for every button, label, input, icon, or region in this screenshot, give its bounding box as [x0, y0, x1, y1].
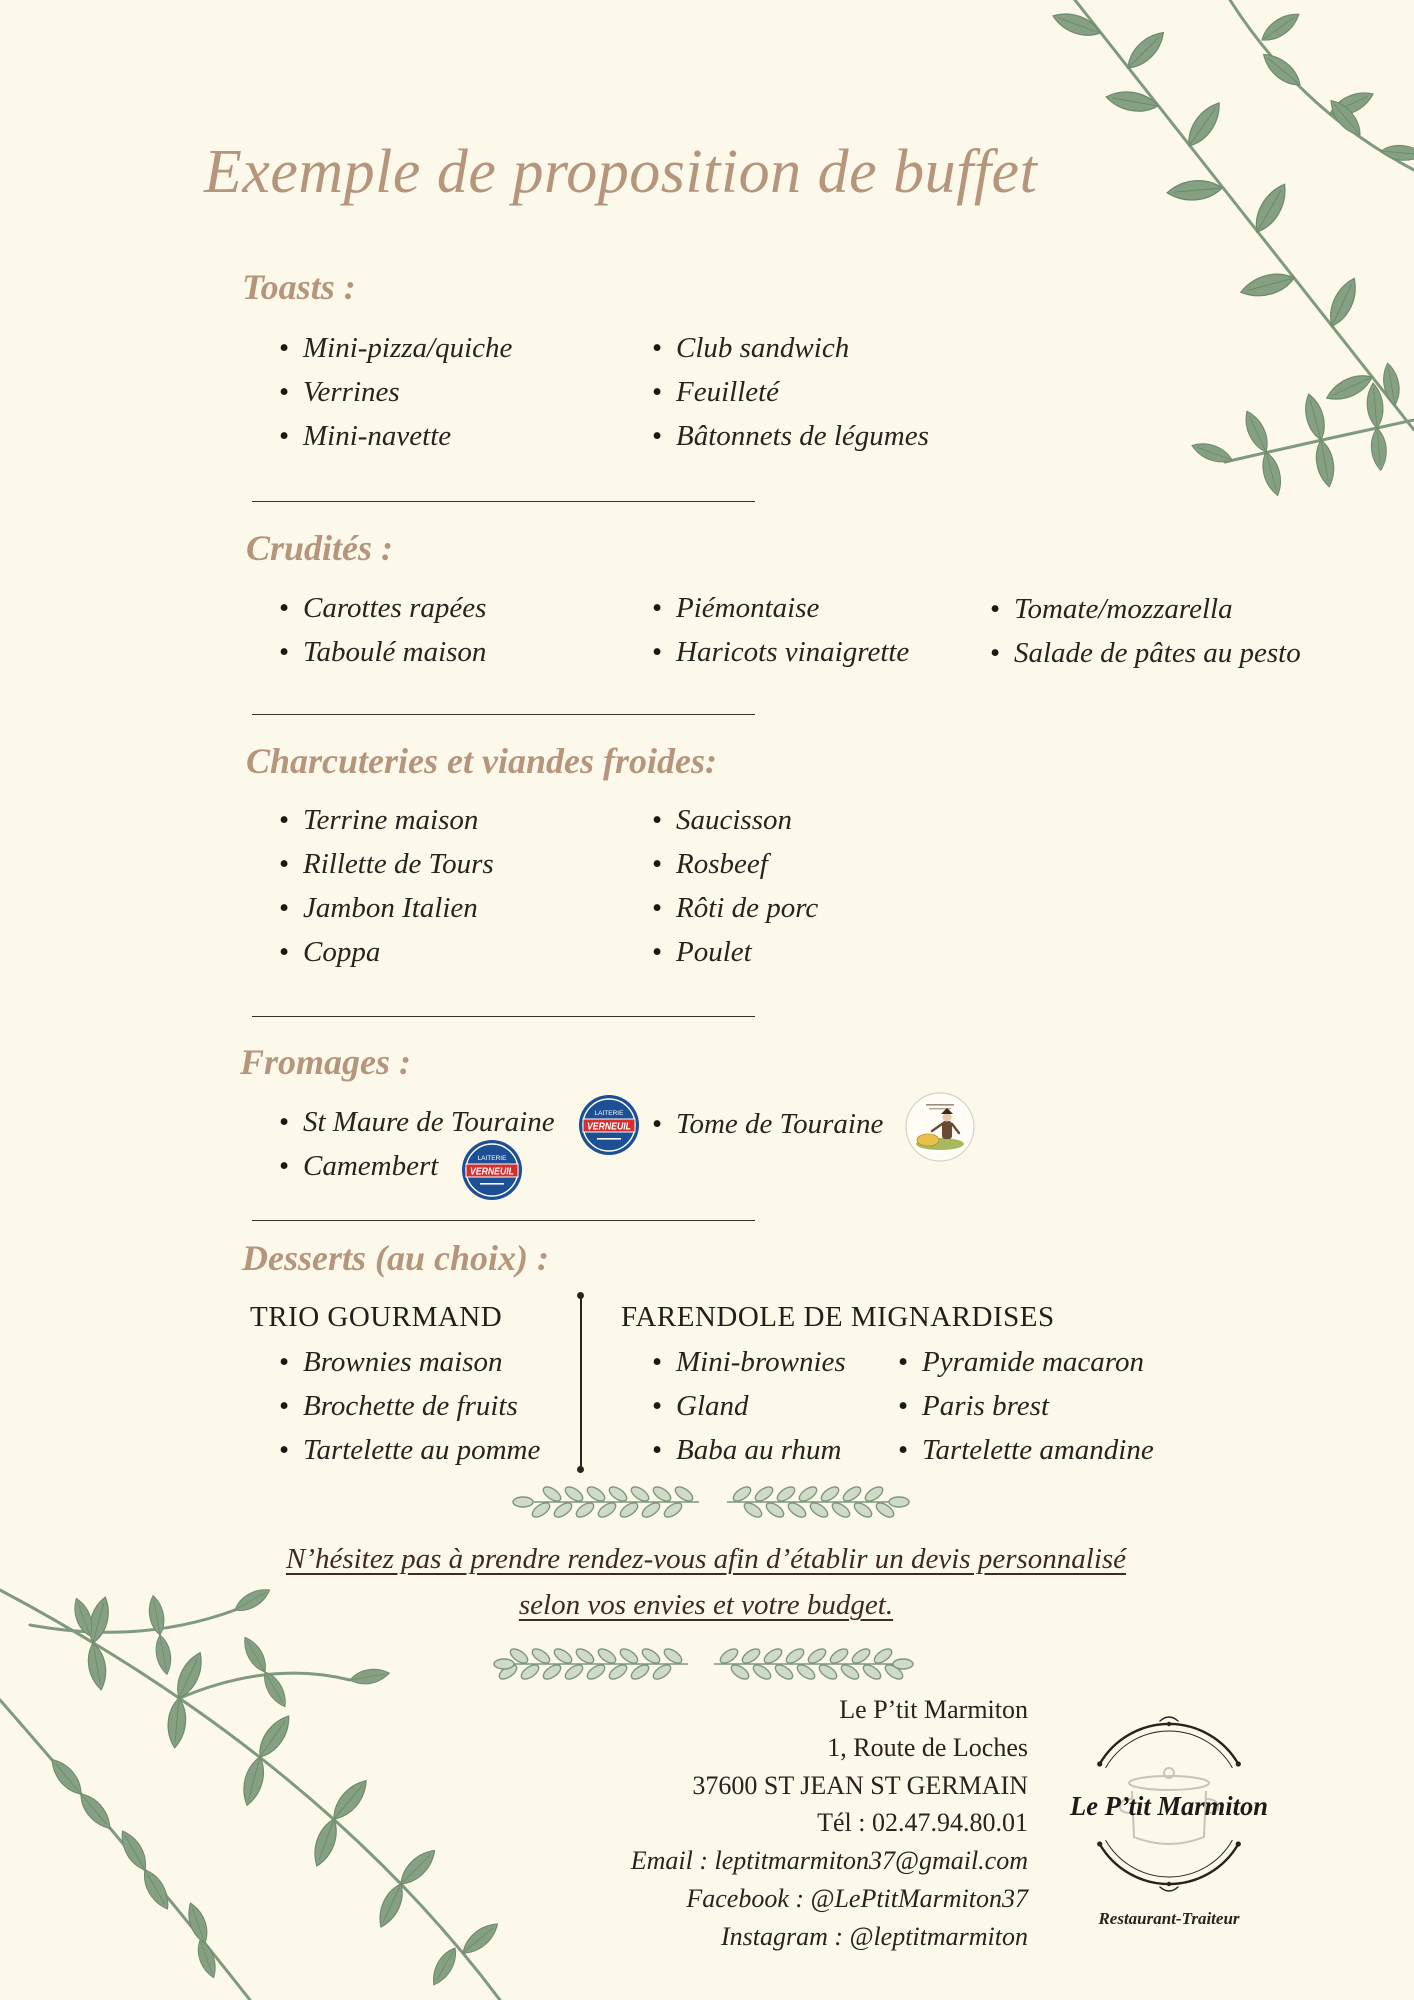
leaf-icon	[1238, 269, 1296, 302]
svg-text:VERNEUIL: VERNEUIL	[470, 1166, 514, 1178]
leaf-icon	[349, 1666, 391, 1687]
leaf-icon	[1240, 408, 1273, 455]
cta-line-1: N’hésitez pas à prendre rendez-vous afin d’établir un devis personnalisé	[285, 1543, 1127, 1575]
section-heading-toasts: Toasts :	[242, 267, 356, 307]
leaf-icon	[1258, 48, 1305, 91]
laurel-leaf	[640, 1500, 662, 1520]
menu-item: • Bâtonnets de légumes	[676, 414, 929, 458]
svg-text:VERNEUIL: VERNEUIL	[587, 1121, 631, 1133]
laurel-leaf	[519, 1662, 541, 1682]
laurel-leaf	[850, 1646, 872, 1666]
leaf-icon	[166, 1697, 188, 1748]
menu-item: • Jambon Italien	[303, 886, 494, 930]
laurel-leaf	[797, 1484, 819, 1504]
laurel-leaf	[740, 1646, 762, 1666]
menu-item: • Verrines	[303, 370, 512, 414]
leaf-icon	[1166, 179, 1222, 203]
laurel-leaf	[731, 1484, 753, 1504]
laurel-leaf	[775, 1484, 797, 1504]
section-heading-desserts: Desserts (au choix) :	[242, 1238, 549, 1278]
verneuil-logo-icon	[461, 1139, 523, 1201]
toasts-list-col1	[303, 326, 512, 458]
laurel-leaf	[651, 1484, 673, 1504]
laurel-leaf	[541, 1484, 563, 1504]
laurel-leaf	[751, 1662, 773, 1682]
page-title: Exemple de proposition de buffet	[204, 138, 1038, 206]
section-heading-fromages: Fromages :	[240, 1042, 411, 1082]
branch	[1230, 0, 1414, 170]
svg-text:LAITERIE: LAITERIE	[477, 1155, 507, 1162]
menu-item: • Tartelette au pomme	[303, 1428, 540, 1472]
menu-item: • Haricots vinaigrette	[676, 630, 909, 674]
laurel-leaf	[861, 1662, 883, 1682]
menu-item: • Pyramide macaron	[922, 1340, 1154, 1384]
laurel-leaf	[607, 1662, 629, 1682]
laurel-leaf	[541, 1662, 563, 1682]
laurel-leaf	[889, 1497, 909, 1507]
svg-text:LAITERIE: LAITERIE	[594, 1110, 624, 1117]
restaurant-logo-emblem	[1064, 1699, 1274, 1909]
laurel-leaf	[640, 1646, 662, 1666]
laurel-leaf	[662, 1646, 684, 1666]
laurel-leaf	[764, 1500, 786, 1520]
menu-item: • Carottes rapées	[303, 586, 486, 630]
farendole-title: FARENDOLE DE MIGNARDISES	[621, 1301, 1055, 1333]
laurel-leaf	[585, 1484, 607, 1504]
menu-item: • Mini-navette	[303, 414, 512, 458]
laurel-leaf	[828, 1646, 850, 1666]
trio-gourmand-list	[303, 1340, 540, 1472]
menu-item: • Rillette de Tours	[303, 842, 494, 886]
menu-item: • Feuilleté	[676, 370, 929, 414]
laurel-leaf	[563, 1484, 585, 1504]
menu-item: • Mini-pizza/quiche	[303, 326, 512, 370]
leaf-icon	[75, 1789, 116, 1833]
toasts-list-col2	[676, 326, 929, 458]
restaurant-logo	[1064, 1699, 1274, 1935]
leaf-icon	[1258, 8, 1304, 47]
leaf-icon	[1258, 450, 1285, 497]
leaf-icon	[1380, 362, 1402, 406]
trio-gourmand-title: TRIO GOURMAND	[250, 1301, 503, 1333]
section-heading-crudites: Crudités :	[246, 528, 394, 568]
menu-item: • Saucisson	[676, 798, 818, 842]
laurel-leaf	[574, 1646, 596, 1666]
menu-item: • Mini-brownies	[676, 1340, 846, 1384]
menu-item: • Terrine maison	[303, 798, 494, 842]
leaf-icon	[239, 1755, 269, 1808]
leaf-icon	[1301, 392, 1329, 442]
laurel-leaf	[585, 1662, 607, 1682]
menu-item: • Poulet	[676, 930, 818, 974]
menu-item: • Tome de Touraine	[676, 1102, 883, 1146]
laurel-leaf	[513, 1497, 533, 1507]
laurel-leaf	[784, 1646, 806, 1666]
laurel-leaf	[762, 1646, 784, 1666]
laurel-divider-icon	[494, 1646, 913, 1682]
laurel-leaf	[618, 1646, 640, 1666]
leaf-icon	[138, 1866, 174, 1913]
leaf-icon	[1370, 427, 1388, 471]
contact-email: Email : leptitmarmiton37@gmail.com	[630, 1846, 1028, 1876]
laurel-leaf	[494, 1659, 514, 1669]
menu-item: • Tartelette amandine	[922, 1428, 1154, 1472]
laurel-leaf	[552, 1500, 574, 1520]
section-divider	[252, 714, 755, 715]
laurel-leaf	[530, 1646, 552, 1666]
menu-item: • Piémontaise	[676, 586, 909, 630]
laurel-leaf	[839, 1662, 861, 1682]
laurel-leaf	[729, 1662, 751, 1682]
divider-dot	[577, 1466, 584, 1473]
leaf-icon	[239, 1634, 271, 1676]
leaf-icon	[327, 1775, 372, 1824]
laurel-leaf	[563, 1662, 585, 1682]
fromages-list-col2	[676, 1102, 883, 1146]
leaf-icon	[1182, 98, 1227, 151]
laurel-leaf	[786, 1500, 808, 1520]
laurel-leaf	[673, 1484, 695, 1504]
leaf-icon	[253, 1711, 296, 1762]
laurel-leaf	[552, 1646, 574, 1666]
farendole-list-col2	[922, 1340, 1154, 1472]
laurel-leaf	[863, 1484, 885, 1504]
contact-instagram: Instagram : @leptitmarmiton	[720, 1921, 1028, 1951]
section-divider	[252, 501, 755, 502]
menu-item: • Camembert	[303, 1144, 555, 1188]
cta-line-2: selon vos envies et votre budget.	[518, 1589, 894, 1621]
menu-item: • Club sandwich	[676, 326, 929, 370]
laurel-leaf	[795, 1662, 817, 1682]
menu-item: • Brownies maison	[303, 1340, 540, 1384]
laurel-leaf	[596, 1646, 618, 1666]
menu-item: • Baba au rhum	[676, 1428, 846, 1472]
leaf-icon	[1380, 144, 1414, 162]
laurel-leaf	[618, 1500, 640, 1520]
leaf-icon	[1105, 88, 1160, 115]
leaf-icon	[458, 1918, 502, 1959]
contact-address: 1, Route de Loches	[827, 1732, 1028, 1762]
section-heading-charcuteries: Charcuteries et viandes froides:	[246, 741, 717, 781]
contact-facebook: Facebook : @LePtitMarmiton37	[686, 1883, 1028, 1913]
leaf-icon	[1122, 27, 1170, 75]
divider-dot	[577, 1292, 584, 1299]
menu-item: • Coppa	[303, 930, 494, 974]
menu-item: • Salade de pâtes au pesto	[1014, 631, 1301, 675]
menu-item: • Paris brest	[922, 1384, 1154, 1428]
contact-city: 37600 ST JEAN ST GERMAIN	[692, 1770, 1028, 1800]
farendole-list-col1	[676, 1340, 846, 1472]
laurel-leaf	[629, 1484, 651, 1504]
laurel-leaf	[742, 1500, 764, 1520]
laurel-leaf	[651, 1662, 673, 1682]
crudites-list-col1	[303, 586, 486, 674]
laurel-leaf	[773, 1662, 795, 1682]
laurel-leaf	[574, 1500, 596, 1520]
laurel-leaf	[808, 1500, 830, 1520]
contact-block	[560, 1691, 1028, 1956]
leaf-icon	[395, 1845, 440, 1890]
laurel-leaf	[596, 1500, 618, 1520]
verneuil-logo-icon	[578, 1094, 640, 1156]
crudites-list-col3	[1014, 587, 1301, 675]
laurel-leaf	[753, 1484, 775, 1504]
leaf-icon	[1313, 439, 1337, 489]
tome-cheese-logo-icon	[904, 1091, 976, 1163]
menu-item: • Taboulé maison	[303, 630, 486, 674]
laurel-leaf	[718, 1646, 740, 1666]
laurel-leaf	[819, 1484, 841, 1504]
section-divider	[252, 1016, 755, 1017]
crudites-list-col2	[676, 586, 909, 674]
laurel-leaf	[852, 1500, 874, 1520]
menu-item: • Gland	[676, 1384, 846, 1428]
dessert-column-divider	[580, 1296, 582, 1469]
leaf-icon	[116, 1827, 152, 1874]
menu-item: • Rôti de porc	[676, 886, 818, 930]
contact-phone: Tél : 02.47.94.80.01	[817, 1808, 1028, 1838]
menu-item: • St Maure de Touraine	[303, 1100, 555, 1144]
menu-item: • Brochette de fruits	[303, 1384, 540, 1428]
leaf-icon	[427, 1944, 461, 1988]
laurel-leaf	[841, 1484, 863, 1504]
laurel-leaf	[830, 1500, 852, 1520]
laurel-leaf	[806, 1646, 828, 1666]
laurel-leaf	[817, 1662, 839, 1682]
laurel-leaf	[872, 1646, 894, 1666]
logo-name: Le P’tit Marmiton	[1069, 1791, 1268, 1821]
logo-tagline: Restaurant-Traiteur	[1098, 1909, 1240, 1928]
leaf-icon	[46, 1755, 87, 1799]
leaf-icon	[153, 1634, 174, 1676]
charcuteries-list-col1	[303, 798, 494, 974]
menu-item: • Tomate/mozzarella	[1014, 587, 1301, 631]
menu-item: • Rosbeef	[676, 842, 818, 886]
section-divider	[252, 1220, 755, 1221]
laurel-leaf	[893, 1659, 913, 1669]
laurel-leaf	[662, 1500, 684, 1520]
contact-name: Le P’tit Marmiton	[839, 1695, 1028, 1724]
laurel-divider-icon	[513, 1484, 909, 1520]
branch	[1075, 0, 1414, 430]
laurel-leaf	[607, 1484, 629, 1504]
laurel-leaf	[629, 1662, 651, 1682]
charcuteries-list-col2	[676, 798, 818, 974]
